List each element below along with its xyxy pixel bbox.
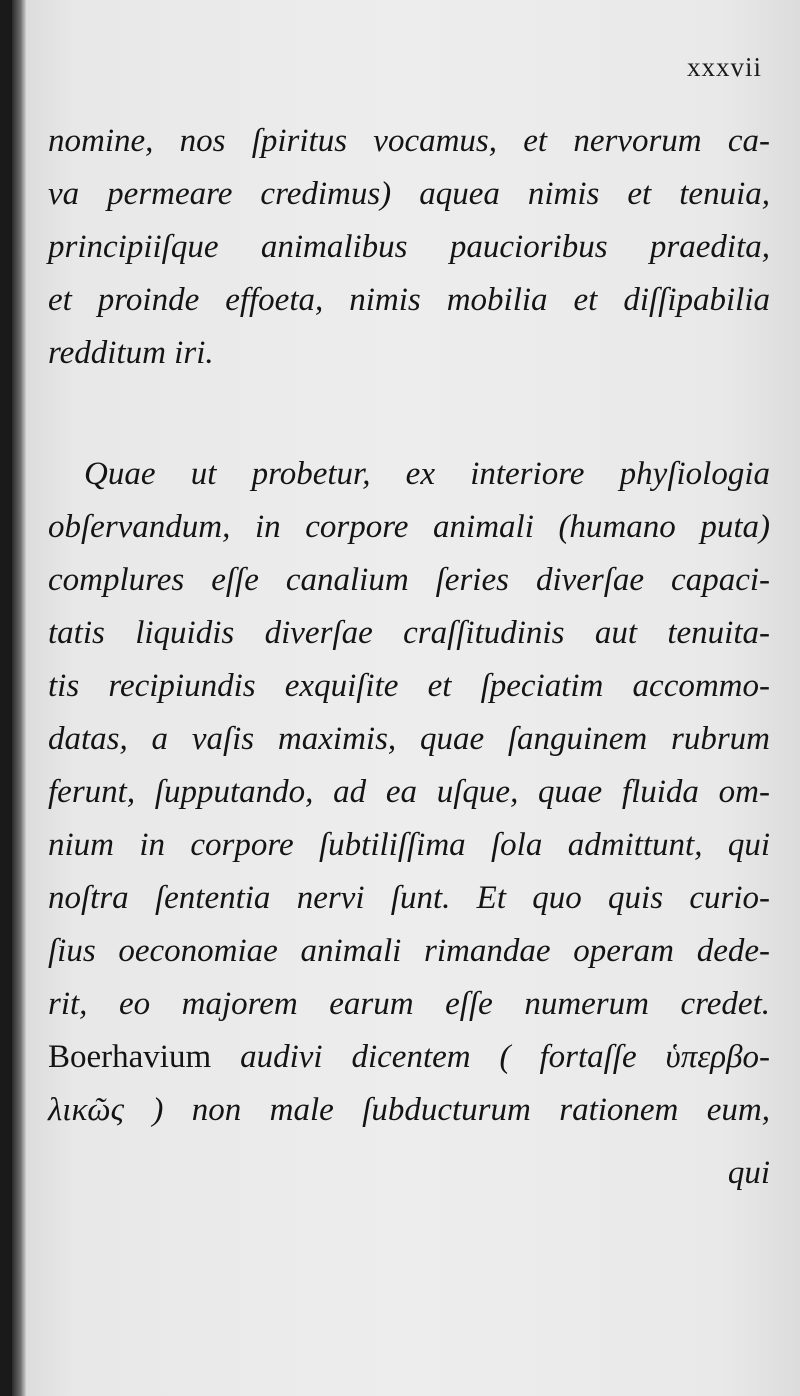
text-line: va permeare credimus) aquea nimis et tenuia, [48,176,770,212]
text-line: noſtra ſententia nervi ſunt. Et quo quis curio- [48,880,770,916]
paragraph-1 [48,115,770,380]
text-line: tatis liquidis diverſae craſſitudinis aut tenuita- [48,615,770,651]
text-line: redditum iri. [48,335,214,371]
text-line: obſervandum, in corpore animali (humano puta) [48,509,770,545]
text-line: nium in corpore ſubtiliſſima ſola admittunt, qui [48,827,770,863]
text-line: ferunt, ſupputando, ad ea uſque, quae fluida om- [48,774,770,810]
catchword: qui [727,1155,770,1191]
boerhaave-line-rest: audivi dicentem ( fortaſſe ὑπερβο- [211,1039,770,1075]
text-line: Quae ut probetur, ex interiore phyſiologia [84,456,770,492]
text-line: datas, a vaſis maximis, quae ſanguinem rubrum [48,721,770,757]
text-line: nomine, nos ſpiritus vocamus, et nervorum ca- [48,123,770,159]
page-text [48,115,770,1200]
boerhavium-name: Boerhavium [48,1039,212,1075]
text-line: rit, eo majorem earum eſſe numerum credet. [48,986,770,1022]
paragraph-2 [48,448,770,1137]
text-line: et proinde effoeta, nimis mobilia et diſſipabilia [48,282,770,318]
text-line: complures eſſe canalium ſeries diverſae capaci- [48,562,770,598]
page-number: xxxvii [686,52,762,82]
text-line: tis recipiundis exquiſite et ſpeciatim accommo- [48,668,770,704]
text-line: principiiſque animalibus paucioribus praedita, [48,229,770,265]
book-page [12,0,800,1396]
text-line: λικῶς ) non male ſubducturum rationem eum, [48,1092,770,1128]
text-line: ſius oeconomiae animali rimandae operam dede- [48,933,770,969]
paragraph-gap [48,380,770,448]
binding-shadow [12,0,26,1396]
text-line [48,1031,770,1084]
